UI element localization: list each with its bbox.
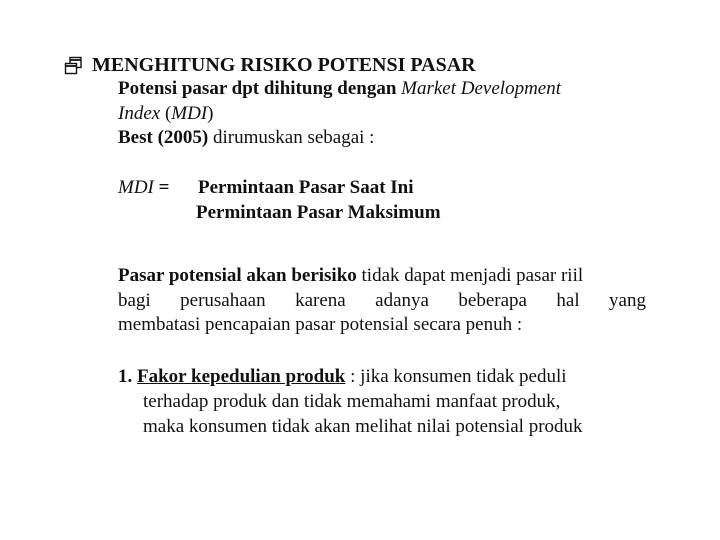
slide-heading: MENGHITUNG RISIKO POTENSI PASAR [92, 54, 476, 76]
formula-denominator: Permintaan Pasar Maksimum [196, 202, 441, 223]
intro-line-3-rest: dirumuskan sebagai : [208, 127, 375, 148]
paragraph-word: beberapa [458, 290, 527, 311]
paragraph-line-1-emphasis: Pasar potensial akan berisiko [118, 265, 357, 286]
formula-lhs-term: MDI [118, 177, 154, 198]
point-1-line-1-rest: : jika konsumen tidak peduli [345, 366, 567, 387]
intro-line-3-source: Best (2005) [118, 127, 209, 148]
paragraph-word: adanya [375, 290, 429, 311]
paragraph-word: karena [295, 290, 346, 311]
intro-line-1 [118, 78, 561, 100]
intro-line-2-abbr: MDI [171, 103, 208, 124]
point-1-line-1 [118, 366, 567, 388]
paragraph-word: yang [609, 290, 646, 311]
point-1-line-2: terhadap produk dan tidak memahami manfaat produk, [143, 391, 561, 412]
paragraph-line-1 [118, 265, 583, 287]
point-1-number: 1. [118, 366, 133, 387]
formula-numerator: Permintaan Pasar Saat Ini [198, 177, 414, 198]
paragraph-line-1-rest: tidak dapat menjadi pasar riil [356, 265, 584, 286]
intro-line-1-prefix: Potensi pasar dpt dihitung dengan [118, 78, 402, 99]
intro-line-2-term: Index [118, 103, 161, 124]
intro-line-2 [118, 103, 214, 125]
intro-line-2-close: ) [207, 103, 214, 124]
point-1-line-3: maka konsumen tidak akan melihat nilai potensial produk [143, 416, 583, 437]
intro-line-1-term: Market Development [401, 78, 562, 99]
paragraph-word: perusahaan [180, 290, 266, 311]
formula-lhs [118, 177, 169, 199]
paragraph-word: bagi [118, 290, 151, 311]
paragraph-line-2 [118, 290, 646, 312]
paragraph-line-3: membatasi pencapaian pasar potensial secara penuh : [118, 314, 523, 335]
intro-line-2-open: ( [160, 103, 172, 124]
point-1-title: Fakor kepedulian produk [137, 366, 346, 387]
intro-line-3 [118, 127, 374, 149]
paragraph-word: hal [556, 290, 580, 311]
formula-equals: = [153, 177, 170, 198]
windows-bullet-icon [64, 56, 84, 76]
